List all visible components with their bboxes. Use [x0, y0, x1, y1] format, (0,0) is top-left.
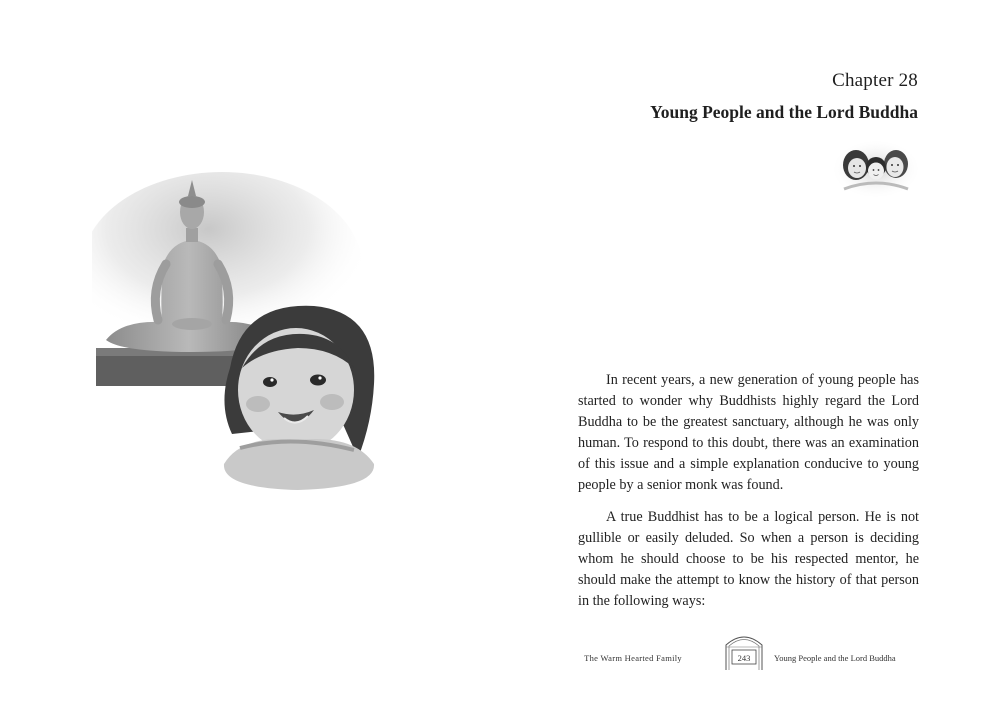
- chapter-number: Chapter 28: [832, 70, 918, 91]
- buddha-statue-and-girl-illustration: [92, 172, 382, 502]
- paragraph-1: In recent years, a new generation of young people has started to wonder why Buddhists highly regard the Lord Buddha to be the greatest sanctuary, although he was only human. To respond to this doubt, there was an examination of this issue and a simple explanation conducive to young people by a senior monk was found.: [578, 372, 919, 493]
- body-text: [578, 370, 919, 623]
- chapter-title: Young People and the Lord Buddha: [650, 102, 918, 122]
- page-footer: [560, 633, 940, 673]
- page-number: 243: [737, 653, 751, 663]
- footer-book-title: The Warm Hearted Family: [584, 653, 682, 663]
- family-portrait-icon: [834, 137, 918, 197]
- paragraph-2: A true Buddhist has to be a logical person. He is not gullible or easily deluded. So when a person is deciding whom he should choose to be his respected mentor, he should make the attempt to know the history of that person in the following ways:: [578, 509, 919, 609]
- footer-chapter-title: Young People and the Lord Buddha: [774, 653, 896, 663]
